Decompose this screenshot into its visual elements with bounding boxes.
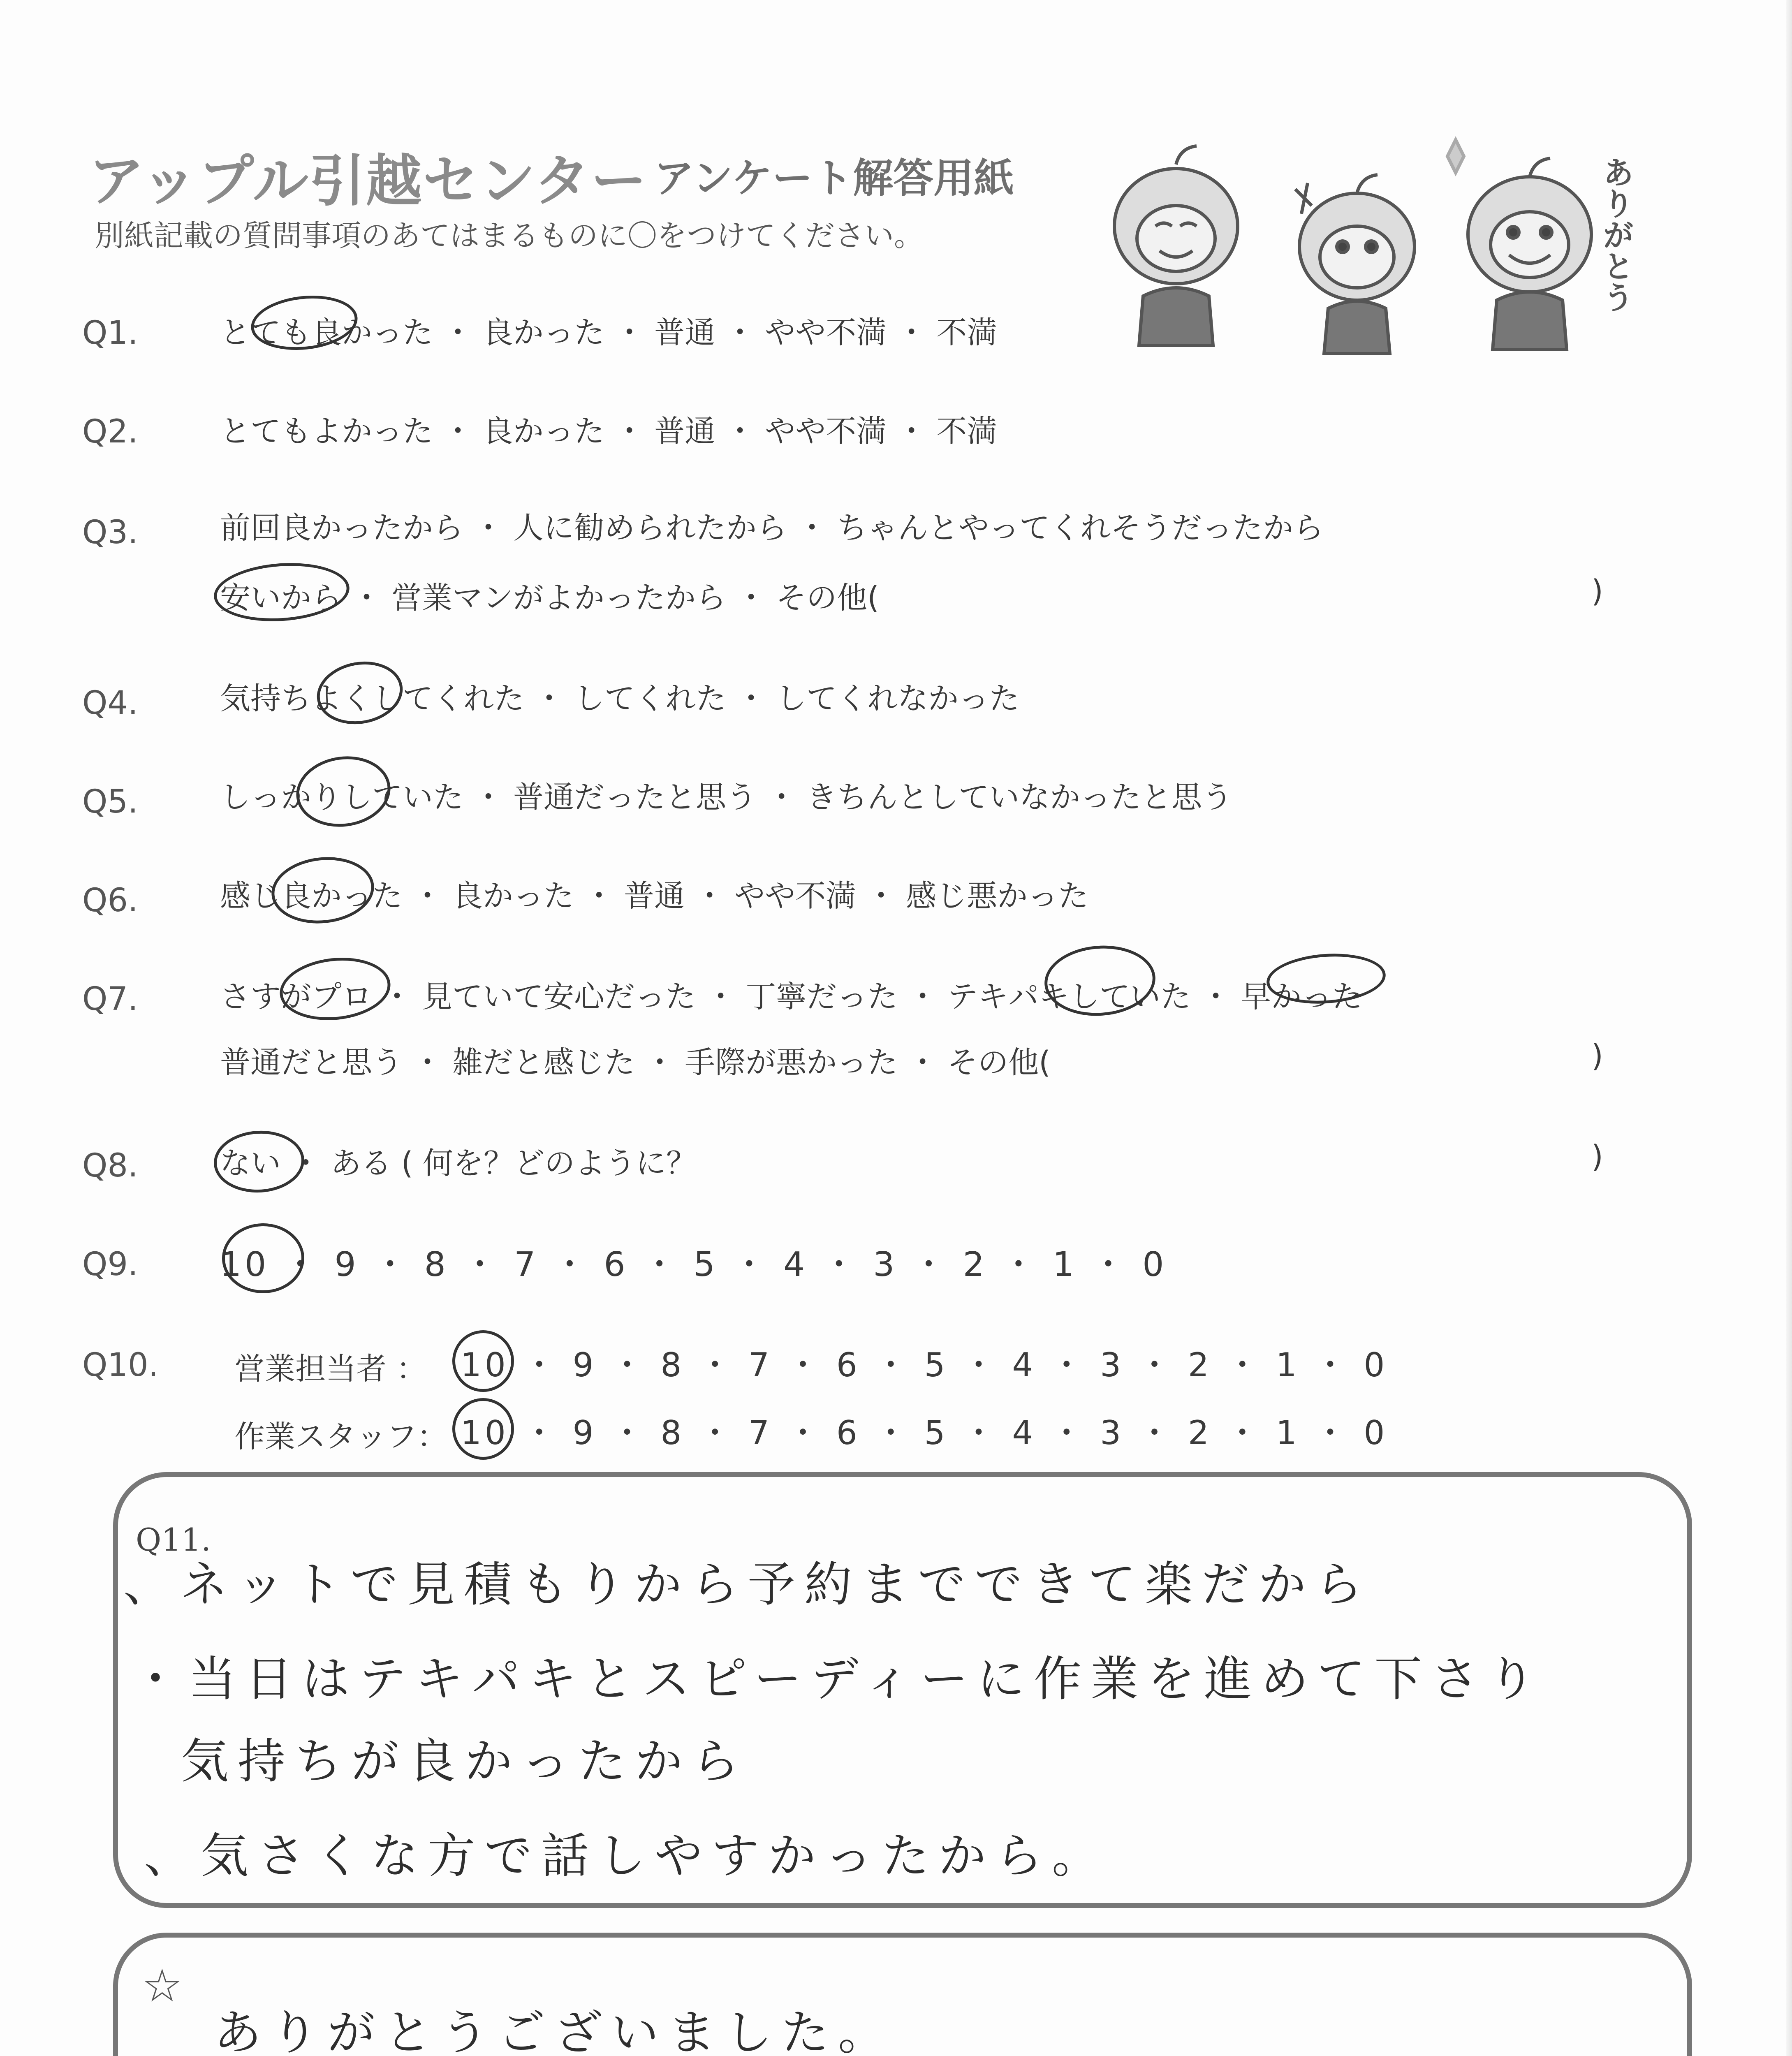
star-icon: ☆ [142, 1959, 183, 2012]
q8-label: Q8. [82, 1147, 138, 1184]
comment-handwritten-line1: ありがとうございました。 [214, 2005, 895, 2056]
mascot-caption: ありがとう [1598, 156, 1635, 313]
mascot-3 [1447, 140, 1591, 350]
q3-label: Q3. [82, 514, 138, 551]
q5-options[interactable]: しっかりしていた ・ 普通だったと思う ・ きちんとしていなかったと思う [220, 780, 1233, 815]
selection-circle-q9 [222, 1223, 304, 1293]
q11-handwritten-line2: ・当日はテキパキとスピーディーに作業を進めて下さり [132, 1651, 1545, 1707]
selection-circle-q10-sales [452, 1330, 514, 1392]
q6-options[interactable]: 感じ良かった ・ 良かった ・ 普通 ・ やや不満 ・ 感じ悪かった [220, 878, 1089, 914]
scan-edge [1786, 0, 1792, 2056]
q11-handwritten-line3: 気持ちが良かったから [181, 1734, 748, 1789]
q6-label: Q6. [82, 882, 138, 919]
selection-circle-q8 [212, 1128, 306, 1195]
company-title: アップル引越センター [88, 149, 648, 214]
mascot-2 [1295, 175, 1415, 354]
q7-options-line1[interactable]: さすがプロ ・ 見ていて安心だった ・ 丁寧だった ・ テキパキしていた ・ 早かった [220, 979, 1363, 1014]
q11-label: Q11. [136, 1521, 211, 1558]
q10-sales-scale[interactable]: 10 ・ 9 ・ 8 ・ 7 ・ 6 ・ 5 ・ 4 ・ 3 ・ 2 ・ 1 ・ 0 [461, 1346, 1388, 1384]
q3-options-line1[interactable]: 前回良かったから ・ 人に勧められたから ・ ちゃんとやってくれそうだったから [220, 510, 1324, 546]
q10-label: Q10. [82, 1347, 159, 1384]
q3-options-line2[interactable]: 安いから ・ 営業マンがよかったから ・ その他( [220, 580, 879, 616]
q7-options-line2[interactable]: 普通だと思う ・ 雑だと感じた ・ 手際が悪かった ・ その他( [220, 1045, 1051, 1080]
q5-label: Q5. [82, 783, 138, 820]
q1-label: Q1. [82, 315, 138, 352]
q10-sales-label: 営業担当者 ： [234, 1351, 427, 1387]
q11-handwritten-line1: 、ネットで見積もりから予約までできて楽だから [123, 1557, 1372, 1612]
q4-options[interactable]: 気持ちよくしてくれた ・ してくれた ・ してくれなかった [220, 681, 1020, 716]
q8-close-paren: ) [1591, 1139, 1603, 1174]
q7-label: Q7. [82, 981, 138, 1018]
q4-label: Q4. [82, 685, 138, 722]
q7-close-paren: ) [1591, 1038, 1603, 1074]
selection-circle-q5 [292, 750, 395, 833]
q2-label: Q2. [82, 413, 138, 450]
instruction-text: 別紙記載の質問事項のあてはまるものに〇をつけてください。 [95, 218, 924, 253]
q1-options[interactable]: とても良かった ・ 良かった ・ 普通 ・ やや不満 ・ 不満 [220, 315, 998, 350]
q8-options[interactable]: ない ・ ある ( 何を？どのように？ [220, 1146, 697, 1181]
q3-close-paren: ) [1591, 574, 1603, 609]
selection-circle-q4 [312, 655, 408, 731]
q11-handwritten-line4: 、気さくな方で話しやすかったから。 [144, 1828, 1109, 1884]
q9-scale[interactable]: 10 ・ 9 ・ 8 ・ 7 ・ 6 ・ 5 ・ 4 ・ 3 ・ 2 ・ 1 ・ 0 [220, 1245, 1167, 1284]
mascot-illustration [1094, 132, 1653, 362]
form-subtitle: アンケート解答用紙 [654, 155, 1014, 202]
q10-staff-label: 作業スタッフ： [234, 1419, 447, 1454]
q2-options[interactable]: とてもよかった ・ 良かった ・ 普通 ・ やや不満 ・ 不満 [220, 414, 998, 449]
selection-circle-q10-staff [452, 1398, 514, 1460]
selection-circle-q6 [268, 852, 377, 928]
q10-staff-scale[interactable]: 10 ・ 9 ・ 8 ・ 7 ・ 6 ・ 5 ・ 4 ・ 3 ・ 2 ・ 1 ・ 0 [461, 1414, 1388, 1452]
mascot-1 [1114, 146, 1238, 345]
q9-label: Q9. [82, 1246, 138, 1283]
